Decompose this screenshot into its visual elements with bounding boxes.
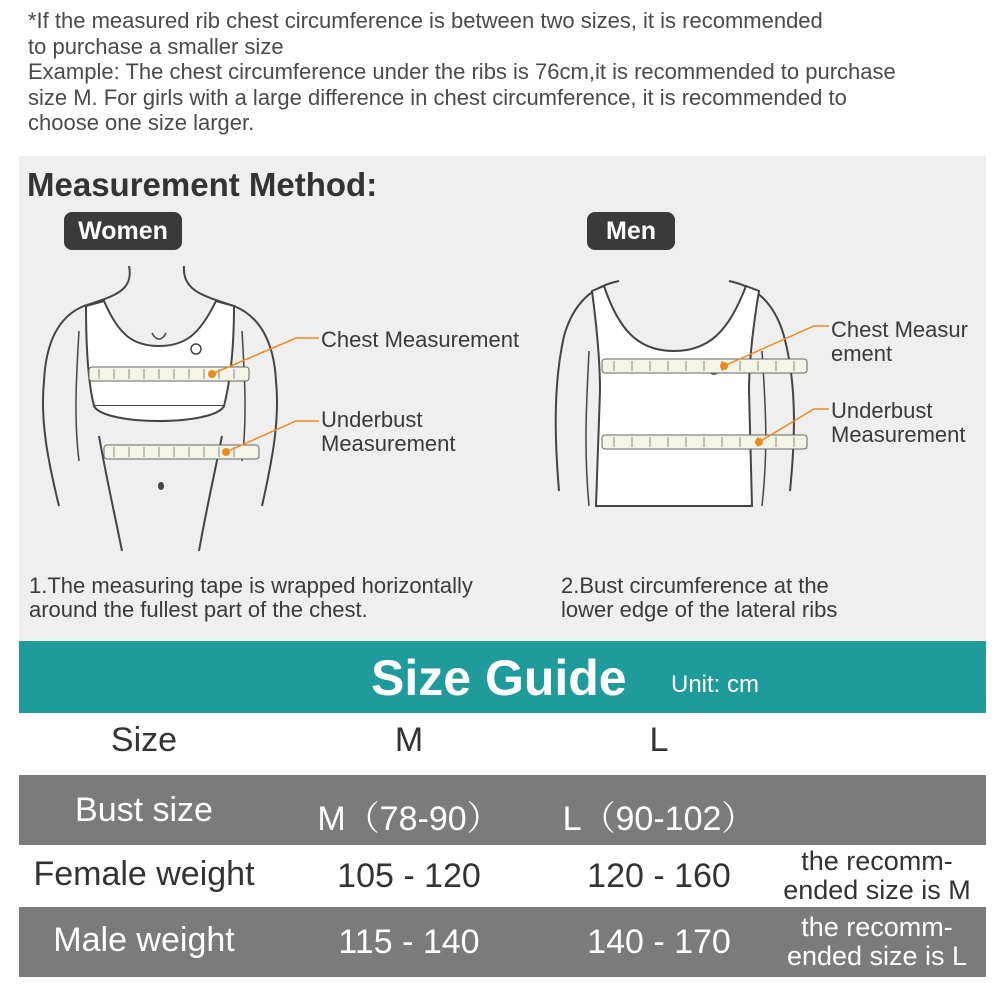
caption-line: around the fullest part of the chest.	[29, 597, 368, 622]
women-chest-label: Chest Measurement	[321, 327, 520, 352]
note-line: size M. For girls with a large difference in chest circumference, it is recommended to	[28, 84, 847, 110]
table-row	[19, 907, 986, 977]
recommendation-note	[771, 847, 983, 905]
men-chest-label	[831, 318, 968, 366]
table-row	[19, 845, 986, 907]
note-line: Example: The chest circumference under the ribs is 76cm,it is recommended to purchase	[28, 59, 896, 84]
note-line: to purchase a smaller size	[28, 33, 284, 59]
table-row	[19, 775, 986, 845]
rec-line: ended size is M	[783, 875, 971, 905]
women-underbust-label	[321, 408, 456, 456]
caption-line: 1.The measuring tape is wrapped horizontally	[29, 573, 473, 598]
size-header-row	[19, 713, 986, 775]
measurement-method-panel	[19, 156, 986, 640]
size-note	[28, 8, 978, 136]
women-tag: Women	[64, 212, 182, 250]
rec-line: ended size is L	[786, 941, 968, 971]
caption-line: lower edge of the lateral ribs	[561, 597, 838, 622]
size-header-label: Size	[110, 721, 178, 759]
rec-line: the recomm-	[801, 912, 953, 942]
note-line: *If the measured rib chest circumference is between two sizes, it is recommended	[28, 8, 823, 33]
row-value-m: 115 - 140	[338, 923, 480, 961]
men-caption	[561, 574, 837, 622]
row-value-m: M（78-90）	[317, 800, 501, 838]
women-underbust-line: Measurement	[321, 431, 456, 456]
row-value-l: L（90-102）	[562, 800, 756, 838]
men-tag: Men	[587, 212, 675, 250]
size-guide-title: Size Guide	[371, 650, 627, 706]
row-value-l: 120 - 160	[587, 857, 731, 895]
method-title: Measurement Method:	[27, 166, 378, 203]
row-label: Bust size	[75, 791, 213, 829]
men-figure-illustration	[534, 261, 834, 561]
men-underbust-label	[831, 399, 966, 447]
women-underbust-line: Underbust	[321, 407, 423, 432]
recommendation-note	[771, 913, 983, 971]
note-line: choose one size larger.	[28, 110, 255, 135]
unit-label: Unit: cm	[671, 671, 760, 698]
men-chest-line: Chest Measur	[831, 317, 968, 342]
caption-line: 2.Bust circumference at the	[561, 573, 829, 598]
men-underbust-line: Measurement	[831, 422, 966, 447]
row-value-l: 140 - 170	[587, 923, 731, 961]
women-caption	[29, 574, 473, 622]
size-guide-banner	[19, 641, 986, 713]
size-header-l: L	[649, 721, 669, 759]
women-figure-illustration	[34, 261, 334, 561]
row-label: Male weight	[53, 921, 235, 959]
men-underbust-line: Underbust	[831, 398, 933, 423]
rec-line: the recomm-	[801, 846, 953, 876]
row-label: Female weight	[33, 855, 255, 893]
row-value-m: 105 - 120	[337, 857, 481, 895]
men-chest-line: ement	[831, 341, 893, 366]
size-header-m: M	[394, 721, 424, 759]
